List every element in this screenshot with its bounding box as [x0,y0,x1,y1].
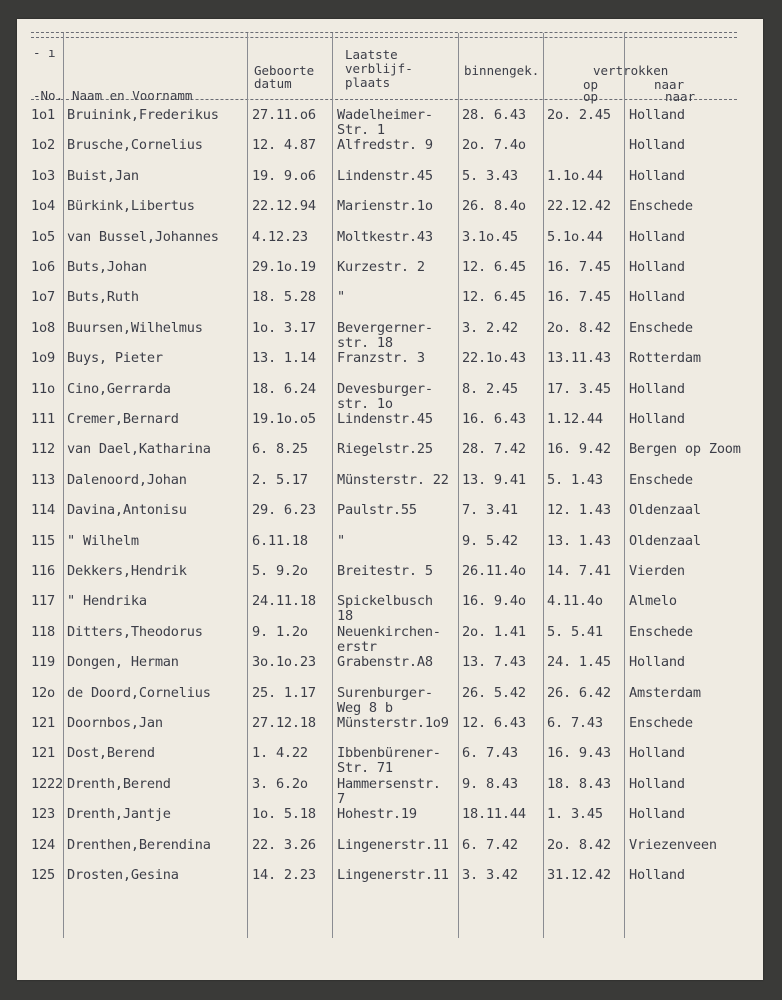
table-row [17,686,763,716]
arrival-date: 18.11.44 [462,806,526,823]
birth-date: 14. 2.23 [252,867,316,883]
destination: Holland [629,289,685,306]
table-row [17,838,763,868]
row-number: 115 [31,532,55,549]
last-residence: Lindenstr.45 [337,411,433,427]
arrival-date: 2o. 1.41 [462,623,526,640]
birth-date: 5. 9.2o [252,563,308,579]
person-name: Buist,Jan [67,167,139,184]
arrival-date: 3. 2.42 [462,319,518,336]
table-row [17,199,763,229]
departure-date: 16. 9.43 [547,745,611,762]
last-residence: Münsterstr. 22 [337,471,449,488]
table-row [17,503,763,533]
table-row [17,807,763,837]
last-residence: Spickelbusch [337,593,433,610]
header-vertrokken: vertrokken [593,63,669,78]
last-residence: Marienstr.1o [337,198,433,215]
person-name: Dalenoord,Johan [67,471,187,488]
header-datum: datum [254,76,292,91]
person-name: Bruinink,Frederikus [67,107,219,123]
arrival-date: 6. 7.43 [462,745,518,762]
destination: Holland [629,259,685,275]
table-row [17,351,763,381]
row-number: 119 [31,654,55,671]
arrival-date: 3.1o.45 [462,228,518,245]
person-name: Drenthen,Berendina [67,836,211,853]
departure-date: 24. 1.45 [547,654,611,671]
table-row [17,868,763,898]
last-residence: Hammersenstr. [337,775,441,792]
table-row [17,746,763,776]
destination: Almelo [629,593,677,610]
last-residence: Riegelstr.25 [337,441,433,458]
birth-date: 1o. 5.18 [252,806,316,823]
row-number: 1222 [31,775,63,792]
row-number: 113 [31,471,55,488]
departure-date: 26. 6.42 [547,684,611,701]
birth-date: 6. 8.25 [252,441,308,458]
person-name: Buts,Johan [67,259,147,275]
table-row [17,138,763,168]
arrival-date: 26. 5.42 [462,684,526,701]
destination: Holland [629,167,685,184]
last-residence-line-2: str. 18 [337,334,393,351]
row-number: 1o7 [31,289,55,306]
person-name: " Hendrika [67,593,147,610]
departure-date: 2o. 8.42 [547,836,611,853]
table-row [17,108,763,138]
header-op-2: op [583,89,599,104]
birth-date: 22.12.94 [252,198,316,215]
table-row [17,442,763,472]
table-row [17,534,763,564]
last-residence: Grabenstr.A8 [337,654,433,671]
header-no: -No. [33,88,64,103]
destination: Holland [629,806,685,823]
row-number: 11o [31,380,55,397]
destination: Holland [629,137,685,154]
row-number: 124 [31,836,55,853]
destination: Bergen op Zoom [629,441,741,458]
last-residence-line-2: Str. 1 [337,122,385,138]
destination: Vriezenveen [629,836,717,853]
destination: Enschede [629,623,693,640]
destination: Oldenzaal [629,532,701,549]
person-name: Brusche,Cornelius [67,137,203,154]
arrival-date: 13. 9.41 [462,471,526,488]
birth-date: 3. 6.2o [252,775,308,792]
arrival-date: 16. 6.43 [462,411,526,427]
arrival-date: 12. 6.45 [462,259,526,275]
row-number: 118 [31,623,55,640]
arrival-date: 12. 6.43 [462,715,526,731]
table-row [17,321,763,351]
person-name: Dost,Berend [67,745,155,762]
destination: Amsterdam [629,684,701,701]
last-residence: Lingenerstr.11 [337,867,449,883]
birth-date: 3o.1o.23 [252,654,316,671]
header-op: op [583,77,599,92]
person-name: Buys, Pieter [67,350,163,367]
top-rule [31,32,737,33]
last-residence: Kurzestr. 2 [337,259,425,275]
arrival-date: 7. 3.41 [462,502,518,519]
arrival-date: 26.11.4o [462,563,526,579]
last-residence: Ibbenbürener- [337,745,441,762]
last-residence-line-2: 7 [337,790,345,807]
last-residence: " [337,289,345,306]
last-residence: " [337,532,345,549]
birth-date: 27.11.o6 [252,107,316,123]
table-row [17,655,763,685]
arrival-date: 13. 7.43 [462,654,526,671]
person-name: Buts,Ruth [67,289,139,306]
last-residence: Surenburger- [337,684,433,701]
arrival-date: 26. 8.4o [462,198,526,215]
departure-date: 17. 3.45 [547,380,611,397]
table-row [17,594,763,624]
header-binnengek: binnengek. [464,63,540,78]
row-number: 1o9 [31,350,55,367]
arrival-date: 3. 3.42 [462,867,518,883]
departure-date: 13.11.43 [547,350,611,367]
birth-date: 24.11.18 [252,593,316,610]
destination: Holland [629,775,685,792]
birth-date: 29.1o.19 [252,259,316,275]
birth-date: 25. 1.17 [252,684,316,701]
birth-date: 18. 5.28 [252,289,316,306]
last-residence: Moltkestr.43 [337,228,433,245]
birth-date: 22. 3.26 [252,836,316,853]
last-residence: Devesburger- [337,380,433,397]
person-name: Drenth,Jantje [67,806,171,823]
birth-date: 1o. 3.17 [252,319,316,336]
departure-date: 5.1o.44 [547,228,603,245]
person-name: Dekkers,Hendrik [67,563,187,579]
header-geboorte: Geboorte [254,63,315,78]
destination: Holland [629,380,685,397]
row-number: 116 [31,563,55,579]
table-row [17,382,763,412]
row-number: 112 [31,441,55,458]
table-row [17,412,763,442]
person-name: van Bussel,Johannes [67,228,219,245]
document-page [17,19,763,980]
birth-date: 1. 4.22 [252,745,308,762]
person-name: Davina,Antonisu [67,502,187,519]
person-name: Cino,Gerrarda [67,380,171,397]
last-residence: Neuenkirchen- [337,623,441,640]
departure-date: 22.12.42 [547,198,611,215]
departure-date: 16. 7.45 [547,259,611,275]
row-number: 12o [31,684,55,701]
row-number: 1o1 [31,107,55,123]
destination: Holland [629,107,685,123]
departure-date: 2o. 2.45 [547,107,611,123]
departure-date: 1. 3.45 [547,806,603,823]
destination: Enschede [629,471,693,488]
top-rule-2 [31,37,737,38]
last-residence: Hohestr.19 [337,806,417,823]
arrival-date: 8. 2.45 [462,380,518,397]
table-row [17,169,763,199]
row-number: 123 [31,806,55,823]
last-residence: Lindenstr.45 [337,167,433,184]
row-number: 117 [31,593,55,610]
person-name: de Doord,Cornelius [67,684,211,701]
last-residence: Lingenerstr.11 [337,836,449,853]
row-number: 121 [31,715,55,731]
row-number: 1o8 [31,319,55,336]
departure-date: 2o. 8.42 [547,319,611,336]
departure-date: 6. 7.43 [547,715,603,731]
person-name: Buursen,Wilhelmus [67,319,203,336]
birth-date: 6.11.18 [252,532,308,549]
departure-date: 16. 7.45 [547,289,611,306]
row-number: 114 [31,502,55,519]
birth-date: 27.12.18 [252,715,316,731]
arrival-date: 6. 7.42 [462,836,518,853]
departure-date: 31.12.42 [547,867,611,883]
person-name: Drenth,Berend [67,775,171,792]
last-residence-line-2: 18 [337,608,353,625]
birth-date: 19. 9.o6 [252,167,316,184]
departure-date: 5. 5.41 [547,623,603,640]
birth-date: 19.1o.o5 [252,411,316,427]
corner-mark: - ı [33,45,56,60]
arrival-date: 22.1o.43 [462,350,526,367]
departure-date: 1.12.44 [547,411,603,427]
arrival-date: 28. 6.43 [462,107,526,123]
birth-date: 18. 6.24 [252,380,316,397]
row-number: 1o4 [31,198,55,215]
person-name: " Wilhelm [67,532,139,549]
last-residence-line-2: erstr [337,638,377,655]
last-residence: Franzstr. 3 [337,350,425,367]
header-naam: Naam en Voornamm [72,88,193,103]
birth-date: 9. 1.2o [252,623,308,640]
birth-date: 4.12.23 [252,228,308,245]
person-name: Drosten,Gesina [67,867,179,883]
arrival-date: 28. 7.42 [462,441,526,458]
departure-date: 1.1o.44 [547,167,603,184]
person-name: van Dael,Katharina [67,441,211,458]
last-residence: Bevergerner- [337,319,433,336]
last-residence-line-2: str. 1o [337,395,393,412]
departure-date: 18. 8.43 [547,775,611,792]
row-number: 125 [31,867,55,883]
destination: Enschede [629,319,693,336]
row-number: 1o6 [31,259,55,275]
row-number: 1o5 [31,228,55,245]
last-residence: Paulstr.55 [337,502,417,519]
arrival-date: 12. 6.45 [462,289,526,306]
person-name: Ditters,Theodorus [67,623,203,640]
destination: Oldenzaal [629,502,701,519]
departure-date: 5. 1.43 [547,471,603,488]
header-verblijf: verblijf- [345,61,413,76]
arrival-date: 9. 8.43 [462,775,518,792]
table-row [17,716,763,746]
birth-date: 2. 5.17 [252,471,308,488]
table-row [17,290,763,320]
table-row [17,625,763,655]
last-residence: Breitestr. 5 [337,563,433,579]
row-number: 121 [31,745,55,762]
table-row [17,230,763,260]
destination: Rotterdam [629,350,701,367]
register-table [17,108,763,928]
destination: Holland [629,411,685,427]
row-number: 1o2 [31,137,55,154]
destination: Vierden [629,563,685,579]
departure-date: 16. 9.42 [547,441,611,458]
destination: Holland [629,867,685,883]
last-residence-line-2: Weg 8 b [337,699,393,716]
destination: Enschede [629,198,693,215]
departure-date: 14. 7.41 [547,563,611,579]
birth-date: 29. 6.23 [252,502,316,519]
row-number: 1o3 [31,167,55,184]
birth-date: 13. 1.14 [252,350,316,367]
last-residence: Wadelheimer- [337,107,433,123]
destination: Holland [629,654,685,671]
person-name: Doornbos,Jan [67,715,163,731]
person-name: Bürkink,Libertus [67,198,195,215]
table-row [17,777,763,807]
destination: Enschede [629,715,693,731]
person-name: Cremer,Bernard [67,411,179,427]
table-row [17,260,763,290]
arrival-date: 9. 5.42 [462,532,518,549]
row-number: 111 [31,411,55,427]
last-residence: Münsterstr.1o9 [337,715,449,731]
last-residence-line-2: Str. 71 [337,760,393,777]
arrival-date: 5. 3.43 [462,167,518,184]
header-naar-2: naar [665,89,696,104]
table-row [17,564,763,594]
departure-date: 13. 1.43 [547,532,611,549]
header-plaats: plaats [345,75,391,90]
last-residence: Alfredstr. 9 [337,137,433,154]
departure-date: 12. 1.43 [547,502,611,519]
table-row [17,473,763,503]
destination: Holland [629,228,685,245]
person-name: Dongen, Herman [67,654,179,671]
header-naar: naar [654,77,685,92]
header-laatste: Laatste [345,47,398,62]
destination: Holland [629,745,685,762]
arrival-date: 16. 9.4o [462,593,526,610]
arrival-date: 2o. 7.4o [462,137,526,154]
birth-date: 12. 4.87 [252,137,316,154]
departure-date: 4.11.4o [547,593,603,610]
